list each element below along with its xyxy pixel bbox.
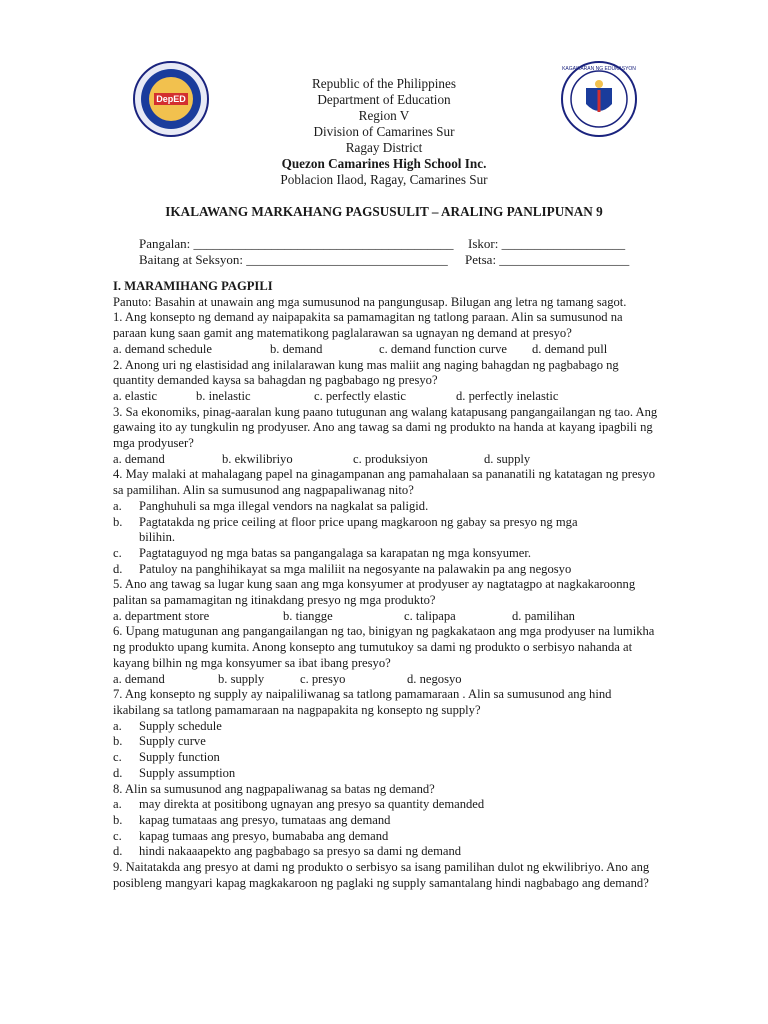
question-4-option-b[interactable]: [113, 515, 658, 546]
option-text: Pagtataguyod ng mga batas sa pangangalaga sa karapatan ng mga konsyumer.: [139, 545, 532, 560]
score-field[interactable]: Iskor: ___________________: [468, 236, 626, 251]
question-5: 5. Ano ang tawag sa lugar kung saan ang mga konsyumer at prodyuser ay nagtatagpo at nagkakaroonng palitan sa pamamagitan ng itinakdang presyo ng mga produkto?: [113, 577, 636, 608]
instructions: Panuto: Basahin at unawain ang mga sumusunod na pangungusap. Bilugan ang letra ng tamang sagot.: [113, 294, 627, 309]
question-7-option-b[interactable]: [113, 734, 658, 750]
option-letter: c.: [113, 750, 122, 765]
option[interactable]: c. presyo: [300, 671, 346, 686]
option[interactable]: c. demand function curve: [379, 341, 507, 356]
question-6: 6. Upang matugunan ang pangangailangan ng tao, binigyan ng pagkakataon ang mga prodyuser na lumikha ng produkto upang kumita. Anong konsepto ang tumutukoy sa dami ng produkto o serbisyo nahanda at kayang bilhin ng mga konsyumer sa ibat ibang presyo?: [113, 624, 655, 670]
section-title: I. MARAMIHANG PAGPILI: [113, 279, 273, 293]
question-4-option-c[interactable]: [113, 546, 658, 562]
option-text: Patuloy na panghihikayat sa mga maliliit na negosyante na palawakin pa ang negosyo: [139, 561, 572, 576]
option-letter: b.: [113, 514, 123, 529]
question-4-option-a[interactable]: [113, 499, 658, 515]
date-field[interactable]: Petsa: ____________________: [465, 252, 630, 267]
name-field[interactable]: Pangalan: ________________________________________: [139, 236, 454, 251]
option-letter: d.: [113, 765, 123, 780]
question-7-option-a[interactable]: [113, 719, 658, 735]
option[interactable]: b. demand: [270, 341, 323, 356]
option[interactable]: a. department store: [113, 608, 210, 623]
question-8: 8. Alin sa sumusunod ang nagpapaliwanag sa batas ng demand?: [113, 781, 435, 796]
option[interactable]: a. elastic: [113, 388, 158, 403]
option-letter: b.: [113, 734, 123, 749]
header-region: Region V: [358, 108, 410, 123]
question-4: 4. May malaki at mahalagang papel na ginagampanan ang pamahalaan sa pananatili ng katatagan ng presyo sa pamilihan. Alin sa sumusunod ang nagpapaliwanag nito?: [113, 467, 656, 498]
exam-content: [113, 279, 658, 891]
question-9: 9. Naitatakda ang presyo at dami ng produkto o serbisyo sa isang pamilihan dulot ng ekwilibriyo. Ano ang posibleng mangyari kapag magkakaroon ng paglaki ng supply samantalang hindi nagbabago ang demand?: [113, 860, 650, 890]
option[interactable]: a. demand schedule: [113, 341, 212, 356]
option-letter: a.: [113, 718, 122, 733]
option-text: may direkta at positibong ugnayan ang presyo sa quantity demanded: [139, 797, 485, 812]
option-letter: d.: [113, 561, 123, 576]
question-8-option-b[interactable]: [113, 813, 658, 829]
question-6-options: [113, 672, 658, 688]
option[interactable]: d. perfectly inelastic: [456, 388, 559, 403]
option-letter: c.: [113, 828, 122, 843]
option-text: Pagtatakda ng price ceiling at floor price upang magkaroon ng gabay sa presyo ng mga bilihin.: [139, 514, 578, 545]
question-8-option-a[interactable]: [113, 797, 658, 813]
question-1-options: [113, 342, 658, 358]
option[interactable]: d. pamilihan: [512, 608, 575, 623]
header-republic: Republic of the Philippines: [312, 76, 456, 91]
exam-title: IKALAWANG MARKAHANG PAGSUSULIT – ARALING PANLIPUNAN 9: [165, 204, 603, 219]
option-letter: d.: [113, 844, 123, 859]
option[interactable]: a. demand: [113, 451, 165, 466]
question-2: 2. Anong uri ng elastisidad ang inilalarawan kung mas maliit ang naging bahagdan ng pagbabago ng quantity demanded kaysa sa bahagdan ng pagbabago ng presyo?: [113, 357, 619, 388]
option-letter: b.: [113, 812, 123, 827]
option-letter: c.: [113, 545, 122, 560]
question-4-option-d[interactable]: [113, 562, 658, 578]
option[interactable]: c. produksiyon: [353, 451, 428, 466]
header-department: Department of Education: [317, 92, 451, 107]
header-school-name: Quezon Camarines High School Inc.: [281, 156, 487, 171]
question-7-option-c[interactable]: [113, 750, 658, 766]
question-7: 7. Ang konsepto ng supply ay naipaliliwanag sa tatlong pamamaraan . Alin sa sumusunod ang hind ikabilang sa tatlong pamamaraan na nagpapakita ng konsepto ng supply?: [113, 687, 612, 717]
question-2-options: [113, 389, 658, 405]
option[interactable]: c. perfectly elastic: [314, 388, 406, 403]
option[interactable]: b. ekwilibriyo: [222, 451, 293, 466]
option[interactable]: a. demand: [113, 671, 165, 686]
option-text: Panghuhuli sa mga illegal vendors na nagkalat sa paligid.: [139, 498, 429, 513]
question-8-option-c[interactable]: [113, 829, 658, 845]
question-7-option-d[interactable]: [113, 766, 658, 782]
kagawaran-seal-text: KAGAWARAN NG EDUKASYON: [562, 66, 636, 72]
question-3: 3. Sa ekonomiks, pinag-aaralan kung paano tutugunan ang walang katapusang pangangailangan ng tao. Ang gawaing ito ay tungkulin ng prodyuser. Ano ang tawag sa dami ng produkto na handa at kayang ipagbili ng mga prodyuser?: [113, 404, 658, 451]
option-text: Supply schedule: [139, 718, 222, 733]
option[interactable]: b. inelastic: [196, 388, 251, 403]
option-letter: a.: [113, 498, 122, 513]
section-field[interactable]: Baitang at Seksyon: _______________________________: [139, 252, 448, 267]
option-text: hindi nakaaapekto ang pagbabago sa presyo sa dami ng demand: [139, 844, 462, 859]
question-5-options: [113, 609, 658, 625]
header-division: Division of Camarines Sur: [313, 124, 455, 139]
question-8-option-d[interactable]: [113, 844, 658, 860]
option-text: kapag tumaas ang presyo, bumababa ang demand: [139, 828, 389, 843]
option[interactable]: d. demand pull: [532, 341, 608, 356]
question-3-options: [113, 452, 658, 468]
option[interactable]: d. supply: [484, 451, 531, 466]
option-text: kapag tumataas ang presyo, tumataas ang demand: [139, 812, 391, 827]
deped-logo-text: DepED: [156, 94, 186, 104]
option-text: Supply function: [139, 750, 220, 765]
option-letter: a.: [113, 797, 122, 812]
option[interactable]: b. supply: [218, 671, 265, 686]
header-address: Poblacion Ilaod, Ragay, Camarines Sur: [280, 172, 488, 187]
option-text: Supply assumption: [139, 765, 236, 780]
letterhead: [0, 76, 768, 188]
option-text: Supply curve: [139, 734, 206, 749]
option[interactable]: b. tiangge: [283, 608, 333, 623]
header-district: Ragay District: [345, 140, 423, 155]
option[interactable]: d. negosyo: [407, 671, 462, 686]
option[interactable]: c. talipapa: [404, 608, 456, 623]
question-1: 1. Ang konsepto ng demand ay naipapakita sa pamamagitan ng tatlong paraan. Alin sa sumusunod na paraan kung saan gamit ang matematikong paglalarawan sa ugnayan ng demand at presyo?: [113, 310, 623, 341]
